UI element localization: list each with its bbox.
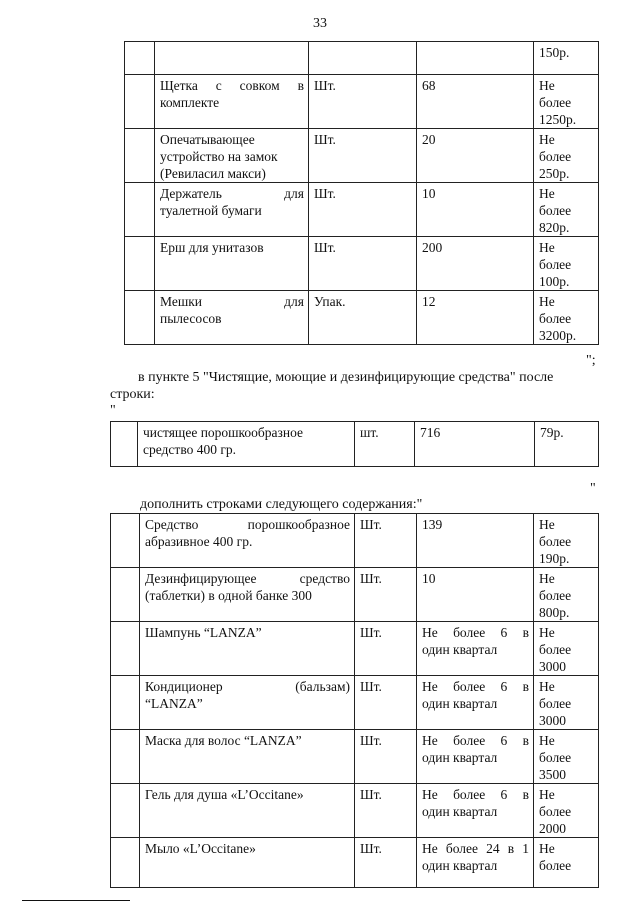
row-index-cell [125,183,155,237]
item-name-cell [140,838,355,888]
quantity-cell-line: один квартал [422,858,498,873]
unit-cell: Шт. [355,568,417,622]
price-cell-line: Не [539,78,555,93]
closing-quote-2: " [590,481,596,496]
closing-quote: "; [586,353,596,368]
quantity-cell-line: Не более 24 в 1 [422,841,529,856]
price-cell-line: Не [539,294,555,309]
table-row [111,676,599,730]
quantity-cell [417,42,534,75]
row-index-cell [111,622,140,676]
footnote-separator [22,900,130,901]
unit-cell: Шт. [355,676,417,730]
price-cell-line: 800р. [539,605,570,620]
table-row [111,838,599,888]
table-row [125,75,599,129]
quantity-cell [417,568,534,622]
item-name-cell-line: Шампунь “LANZA” [145,625,262,640]
price-cell [534,838,599,888]
unit-cell: Шт. [309,75,417,129]
row-index-cell [111,838,140,888]
item-name-cell-line: Кондиционер (бальзам) [145,679,350,694]
item-name-cell-line: Ерш для унитазов [160,240,264,255]
price-cell [534,183,599,237]
item-name-cell-line: Маска для волос “LANZA” [145,733,302,748]
quantity-cell-line: 10 [422,571,436,586]
quantity-cell-line: один квартал [422,696,498,711]
price-cell [534,75,599,129]
quantity-cell [417,784,534,838]
item-name-cell-line: абразивное 400 гр. [145,534,253,549]
item-name-cell-line: пылесосов [160,311,222,326]
table-row [111,568,599,622]
row-index-cell [125,75,155,129]
table-row [111,422,599,467]
quantity-cell-line: Не более 6 в [422,787,529,802]
row-index-cell [125,237,155,291]
table-row [125,183,599,237]
item-name-cell [140,676,355,730]
quantity-cell [417,838,534,888]
quantity-cell: 20 [417,129,534,183]
item-name-cell-line: устройство на замок [160,149,278,164]
price-cell-line: более [539,858,572,873]
quantity-cell-line: один квартал [422,750,498,765]
item-name-cell-line: (таблетки) в одной банке 300 [145,588,312,603]
item-name-cell-line: “LANZA” [145,696,203,711]
quantity-cell-line: Не более 6 в [422,625,529,640]
table-row [125,129,599,183]
unit-cell: Шт. [355,622,417,676]
price-cell-line: 150р. [539,45,570,60]
item-name-cell-line: чистящее порошкообразное [143,425,304,440]
price-cell-line: 2000 [539,821,566,836]
price-cell [534,42,599,75]
quantity-cell: 12 [417,291,534,345]
price-cell-line: более [539,696,572,711]
price-cell-line: 3000 [539,713,566,728]
row-index-cell [125,129,155,183]
item-name-cell-line: Мешки для [160,294,304,309]
item-name-cell-line: Щетка с совком в [160,78,304,93]
price-cell-line: более [539,642,572,657]
quantity-cell [417,622,534,676]
item-name-cell-line: (Ревиласил макси) [160,166,266,181]
table-row [111,730,599,784]
price-cell [534,676,599,730]
quantity-cell: 68 [417,75,534,129]
price-cell-line: более [539,534,572,549]
price-cell-line: Не [539,733,555,748]
items-table-added [110,513,599,888]
quantity-cell: 716 [415,422,535,467]
quantity-cell [417,730,534,784]
price-cell-line: 250р. [539,166,570,181]
price-cell-line: Не [539,240,555,255]
item-name-cell [155,42,309,75]
quantity-cell-line: один квартал [422,804,498,819]
unit-cell: Шт. [355,784,417,838]
item-name-cell [140,784,355,838]
paragraph-line-1: в пункте 5 "Чистящие, моющие и дезинфицирующие средства" после [138,370,554,385]
price-cell-line: Не [539,841,555,856]
price-cell-line: более [539,588,572,603]
row-index-cell [125,291,155,345]
price-cell [534,730,599,784]
unit-cell [309,42,417,75]
item-name-cell [155,75,309,129]
price-cell-line: 79р. [540,425,564,440]
quantity-cell [417,514,534,568]
items-table-top [124,41,599,345]
item-name-cell-line: Держатель для [160,186,304,201]
unit-cell: Шт. [355,514,417,568]
paragraph-line-2: строки: [110,387,155,402]
price-cell [534,568,599,622]
quantity-cell-line: Не более 6 в [422,679,529,694]
row-index-cell [125,42,155,75]
items-table-existing [110,421,599,467]
item-name-cell-line: комплекте [160,95,220,110]
price-cell [534,622,599,676]
item-name-cell-line: Гель для душа «L’Occitane» [145,787,304,802]
price-cell-line: Не [539,517,555,532]
quantity-cell-line: один квартал [422,642,498,657]
price-cell-line: более [539,311,572,326]
price-cell-line: 1250р. [539,112,577,127]
price-cell-line: 190р. [539,551,570,566]
price-cell [534,237,599,291]
price-cell-line: 3000 [539,659,566,674]
row-index-cell [111,422,138,467]
price-cell-line: 3500 [539,767,566,782]
item-name-cell [155,291,309,345]
price-cell [535,422,599,467]
item-name-cell-line: Мыло «L’Occitane» [145,841,256,856]
item-name-cell [140,730,355,784]
item-name-cell [140,622,355,676]
item-name-cell [138,422,355,467]
row-index-cell [111,568,140,622]
price-cell [534,514,599,568]
row-index-cell [111,730,140,784]
table-row [111,784,599,838]
quantity-cell: 200 [417,237,534,291]
price-cell-line: более [539,149,572,164]
price-cell [534,129,599,183]
quantity-cell-line: Не более 6 в [422,733,529,748]
price-cell-line: Не [539,186,555,201]
unit-cell: шт. [355,422,415,467]
price-cell-line: Не [539,625,555,640]
unit-cell: Упак. [309,291,417,345]
price-cell-line: Не [539,787,555,802]
page-number: 33 [313,16,327,31]
price-cell-line: более [539,804,572,819]
unit-cell: Шт. [355,730,417,784]
unit-cell: Шт. [355,838,417,888]
table-row [111,514,599,568]
table-row [125,42,599,75]
item-name-cell [140,568,355,622]
item-name-cell-line: Средство порошкообразное [145,517,350,532]
row-index-cell [111,784,140,838]
price-cell-line: более [539,257,572,272]
item-name-cell-line: средство 400 гр. [143,442,237,457]
price-cell-line: 100р. [539,274,570,289]
unit-cell: Шт. [309,237,417,291]
item-name-cell [140,514,355,568]
item-name-cell-line: Дезинфицирующее средство [145,571,350,586]
item-name-cell-line: туалетной бумаги [160,203,262,218]
quantity-cell: 10 [417,183,534,237]
price-cell [534,291,599,345]
price-cell-line: более [539,95,572,110]
price-cell-line: Не [539,132,555,147]
item-name-cell [155,183,309,237]
price-cell-line: Не [539,571,555,586]
price-cell-line: 820р. [539,220,570,235]
item-name-cell-line: Опечатывающее [160,132,255,147]
row-index-cell [111,514,140,568]
open-quote: " [110,403,116,418]
price-cell-line: более [539,750,572,765]
item-name-cell [155,129,309,183]
supplement-text: дополнить строками следующего содержания:" [140,497,423,512]
table-row [111,622,599,676]
item-name-cell [155,237,309,291]
row-index-cell [111,676,140,730]
price-cell [534,784,599,838]
quantity-cell [417,676,534,730]
table-row [125,291,599,345]
price-cell-line: более [539,203,572,218]
table-row [125,237,599,291]
price-cell-line: 3200р. [539,328,577,343]
quantity-cell-line: 139 [422,517,443,532]
unit-cell: Шт. [309,183,417,237]
unit-cell: Шт. [309,129,417,183]
price-cell-line: Не [539,679,555,694]
